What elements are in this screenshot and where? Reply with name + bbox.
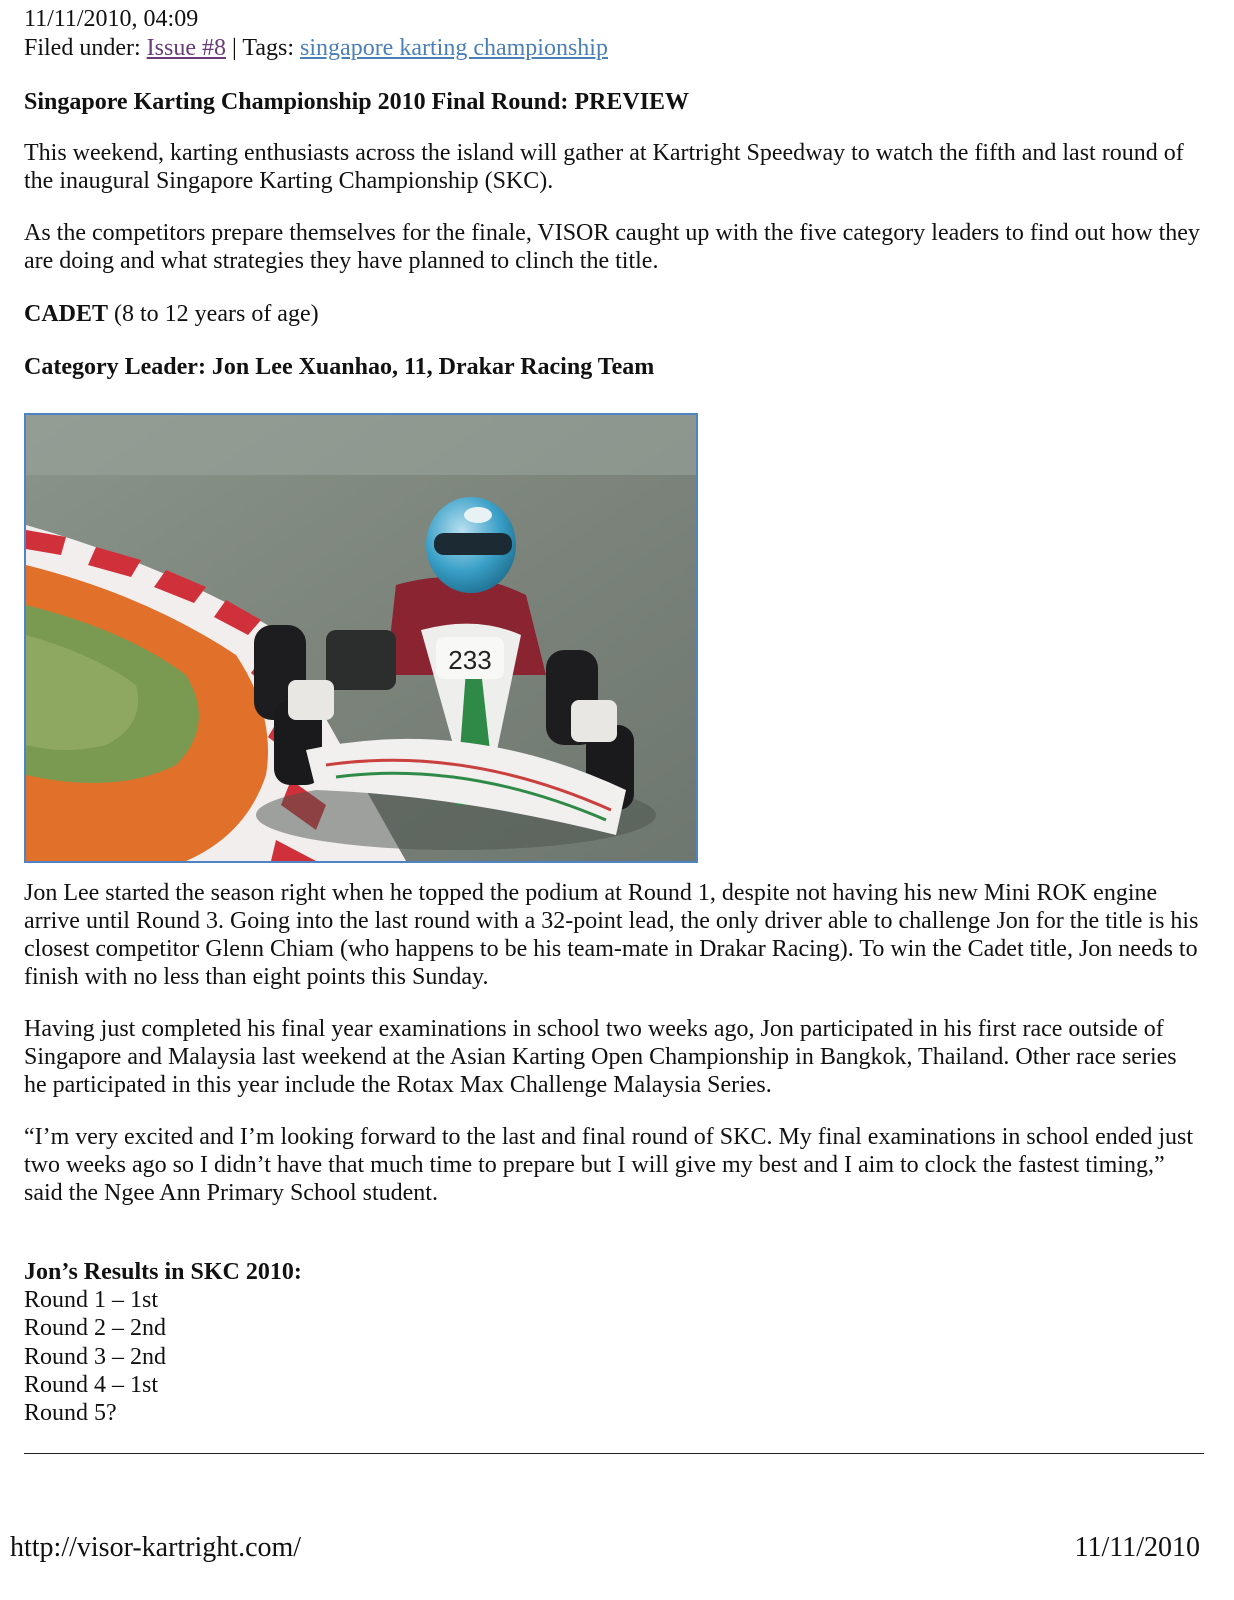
tags-label: Tags:: [242, 35, 295, 61]
category-leader: Category Leader: Jon Lee Xuanhao, 11, Drakar Racing Team: [24, 354, 655, 380]
paragraph-experience: Having just completed his final year examinations in school two weeks ago, Jon participated in his first race outside of Singapore and Malaysia last weekend at the Asian Karting Open Championship in Bangkok, Thailand. Other race series he participated in this year include the Rotax Max Challenge Malaysia Series.: [24, 1016, 1177, 1098]
meta-separator: |: [231, 35, 237, 61]
tag-link[interactable]: singapore karting championship: [300, 35, 608, 61]
result-round-2: Round 2 – 2nd: [24, 1315, 167, 1342]
filed-under-label: Filed under:: [24, 35, 141, 61]
footer-url: http://visor-kartright.com/: [10, 1532, 302, 1563]
paragraph-competitors: As the competitors prepare themselves for the finale, VISOR caught up with the five category leaders to find out how they are doing and what strategies they have planned to clinch the title.: [24, 220, 1200, 274]
kart-number: 233: [448, 645, 492, 675]
kart-photo: [24, 413, 698, 863]
post-meta: [24, 34, 608, 62]
result-round-3: Round 3 – 2nd: [24, 1343, 167, 1370]
result-round-5: Round 5?: [24, 1400, 117, 1427]
result-round-4: Round 4 – 1st: [24, 1371, 159, 1398]
divider: [24, 1453, 1204, 1454]
category-name: CADET: [24, 301, 109, 327]
article-title: Singapore Karting Championship 2010 Final Round: PREVIEW: [24, 89, 690, 115]
results-block: [24, 1258, 302, 1427]
issue-link[interactable]: Issue #8: [146, 35, 226, 61]
results-heading: Jon’s Results in SKC 2010:: [24, 1259, 302, 1285]
footer-date: 11/11/2010: [1074, 1532, 1200, 1563]
post-datetime: 11/11/2010, 04:09: [24, 6, 199, 32]
paragraph-quote: “I’m very excited and I’m looking forward to the last and final round of SKC. My final examinations in school ended just two weeks ago so I didn’t have that much time to prepare but I will give my best and I aim to clock the fastest timing,” said the Ngee Ann Primary School student.: [24, 1124, 1194, 1206]
paragraph-intro: This weekend, karting enthusiasts across the island will gather at Kartright Speedway to watch the fifth and last round of the inaugural Singapore Karting Championship (SKC).: [24, 140, 1184, 194]
category-heading: [24, 300, 1204, 328]
category-age: (8 to 12 years of age): [114, 301, 319, 327]
paragraph-season: Jon Lee started the season right when he topped the podium at Round 1, despite not having his new Mini ROK engine arrive until Round 3. Going into the last round with a 32-point lead, the only driver able to challenge Jon for the title is his closest competitor Glenn Chiam (who happens to be his team-mate in Drakar Racing). To win the Cadet title, Jon needs to finish with no less than eight points this Sunday.: [24, 880, 1199, 990]
result-round-1: Round 1 – 1st: [24, 1287, 159, 1314]
